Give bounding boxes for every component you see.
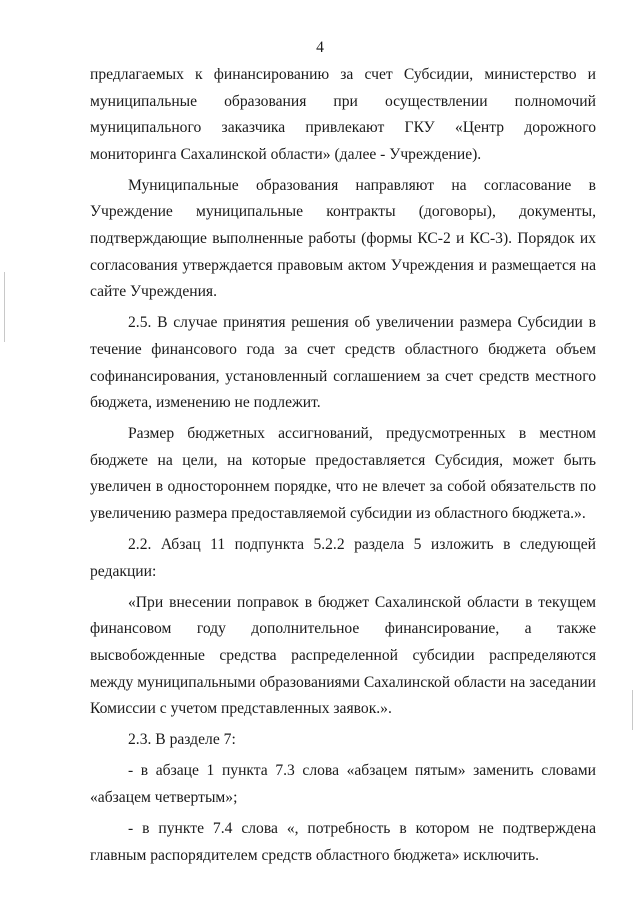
paragraph-2-2: 2.2. Абзац 11 подпункта 5.2.2 раздела 5 изложить в следующей редакции: (90, 536, 596, 580)
paragraph-2-3: 2.3. В разделе 7: (128, 731, 236, 749)
paragraph-budget-allocations: Размер бюджетных ассигнований, предусмотренных в местном бюджете на цели, на которые предоставляется Субсидия, может быть увеличен в одностороннем порядке, что не влечет за собой обязательств по увеличению размера предоставляемой субсидии из областного бюджета.». (90, 425, 596, 522)
paragraph-continuation: предлагаемых к финансированию за счет Субсидии, министерство и муниципальные образования при осуществлении полномочий муниципального заказчика привлекают ГКУ «Центр дорожного мониторинга Сахалинской области» (далее - Учреждение). (90, 66, 596, 163)
page-number: 4 (316, 39, 324, 56)
paragraph-7-4-item: - в пункте 7.4 слова «, потребность в котором не подтверждена главным распорядителем средств областного бюджета» исключить. (90, 820, 596, 864)
paragraph-2-5: 2.5. В случае принятия решения об увеличении размера Субсидии в течение финансового года за счет средств областного бюджета объем софинансирования, установленный соглашением за счет средств местного бюджета, изменению не подлежит. (90, 314, 596, 412)
scan-margin-mark (632, 690, 633, 730)
paragraph-7-3-item: - в абзаце 1 пункта 7.3 слова «абзацем пятым» заменить словами «абзацем четвертым»; (90, 762, 596, 806)
paragraph-coordination: Муниципальные образования направляют на согласование в Учреждение муниципальные контракты (договоры), документы, подтверждающие выполненные работы (формы КС-2 и КС-3). Порядок их согласования утверждается правовым актом Учреждения и размещается на сайте Учреждения. (90, 176, 596, 301)
document-body (90, 62, 596, 869)
paragraph-quoted-amendment: «При внесении поправок в бюджет Сахалинской области в текущем финансовом году дополнительное финансирование, а также высвобожденные средства распределенной субсидии распределяются между муниципальными образованиями Сахалинской области на заседании Комиссии с учетом представленных заявок.». (90, 593, 597, 718)
scan-margin-mark (4, 272, 5, 342)
